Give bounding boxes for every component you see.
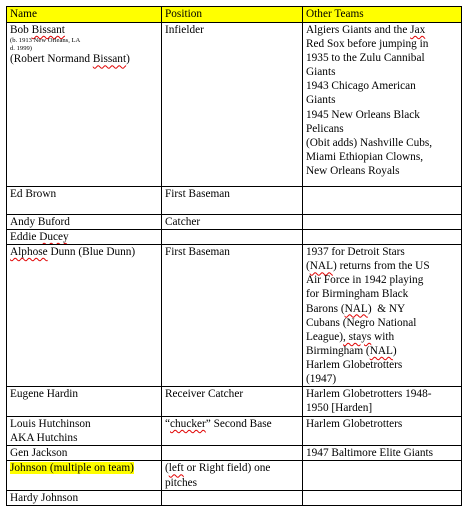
position-text: left	[168, 462, 184, 475]
header-position: Position	[162, 7, 303, 23]
other-teams-cell	[303, 230, 462, 245]
team-line: Harlem Globetrotters 1948-	[306, 388, 432, 401]
other-teams-cell	[303, 461, 462, 490]
table-row	[7, 446, 462, 461]
table-row	[7, 417, 462, 446]
team-line: 1937 for Detroit Stars	[306, 246, 405, 259]
team-line: League), stays with	[306, 330, 395, 343]
name-text: Bissant	[31, 24, 65, 36]
table-row	[7, 461, 462, 490]
other-teams-cell	[303, 23, 462, 187]
position-line	[165, 461, 299, 475]
roster-table	[6, 6, 462, 506]
name-text: Bob	[10, 24, 32, 36]
team-line: Harlem Globetrotters	[306, 358, 403, 371]
other-teams-cell: Harlem Globetrotters	[303, 417, 462, 446]
player-name-cell: Gen Jackson	[7, 446, 162, 461]
team-line: New Orleans Royals	[306, 164, 400, 177]
position-cell	[162, 490, 303, 505]
team-line: Miami Ethiopian Clowns,	[306, 150, 424, 163]
header-other-teams: Other Teams	[303, 7, 462, 23]
position-cell: Infielder	[162, 23, 303, 187]
name-text: Alphose	[10, 246, 48, 259]
player-name-cell: Eugene Hardin	[7, 387, 162, 417]
position-text: (	[165, 462, 169, 475]
player-name-cell	[7, 230, 162, 245]
birth-note: (b. 1913 New Orleans, LA	[10, 37, 81, 45]
name-text: Eddie	[10, 231, 40, 244]
team-line: Giants	[306, 66, 336, 79]
team-line: Barons (NAL) & NY	[306, 302, 406, 315]
name-text: Bissant	[92, 53, 127, 66]
team-line: (1947)	[306, 373, 337, 386]
other-teams-cell: 1947 Baltimore Elite Giants	[303, 446, 462, 461]
position-cell: First Baseman	[162, 187, 303, 215]
position-cell	[162, 446, 303, 461]
table-row	[7, 215, 462, 230]
position-line: pitches	[165, 476, 197, 489]
team-line: Cubans (Negro National	[306, 316, 417, 329]
table-row	[7, 387, 462, 417]
position-text: chucker	[170, 418, 206, 431]
highlighted-name: Johnson (multiple on team)	[10, 462, 134, 475]
team-line: (NAL) returns from the US	[306, 260, 430, 273]
team-line: Pelicans	[306, 122, 344, 135]
team-line: 1935 to the Zulu Cannibal	[306, 52, 425, 65]
other-teams-cell	[303, 215, 462, 230]
other-teams-cell	[303, 490, 462, 505]
position-text: or Right field) one	[183, 462, 271, 475]
team-line: Algiers Giants and the Jax	[306, 24, 426, 36]
other-teams-cell	[303, 387, 462, 417]
position-cell: Receiver Catcher	[162, 387, 303, 417]
position-text: ” Second Base	[205, 418, 272, 431]
name-text: Dunn (Blue Dunn)	[47, 246, 136, 259]
header-row	[7, 7, 462, 23]
player-name-cell: Hardy Johnson	[7, 490, 162, 505]
table-row	[7, 490, 462, 505]
position-text: “	[165, 418, 171, 431]
full-name	[10, 52, 158, 66]
player-name	[10, 23, 158, 37]
name-text: Ducey	[39, 231, 69, 244]
player-name-cell	[7, 245, 162, 387]
player-name-cell: Ed Brown	[7, 187, 162, 215]
header-name: Name	[7, 7, 162, 23]
player-name-cell	[7, 23, 162, 187]
team-line: Air Force in 1942 playing	[306, 274, 424, 287]
player-name-cell	[7, 417, 162, 446]
other-teams-cell	[303, 245, 462, 387]
death-note: d. 1999)	[10, 44, 32, 52]
team-line: 1943 Chicago American	[306, 80, 416, 93]
position-cell: Catcher	[162, 215, 303, 230]
team-line: 1950 [Harden]	[306, 402, 373, 415]
team-line: Red Sox before jumping in	[306, 38, 429, 51]
position-cell: First Baseman	[162, 245, 303, 387]
team-line: for Birmingham Black	[306, 288, 409, 301]
player-name-cell	[7, 461, 162, 490]
team-line: Birmingham (NAL)	[306, 344, 397, 357]
position-cell	[162, 230, 303, 245]
table-row	[7, 245, 462, 387]
position-cell	[162, 417, 303, 446]
name-text: (Robert Normand	[10, 53, 93, 66]
table-row	[7, 23, 462, 187]
player-name-cell: Andy Buford	[7, 215, 162, 230]
other-teams-cell	[303, 187, 462, 215]
position-cell	[162, 461, 303, 490]
team-line: 1945 New Orleans Black	[306, 108, 420, 121]
team-line: (Obit adds) Nashville Cubs,	[306, 136, 433, 149]
table-row	[7, 187, 462, 215]
name-line: Louis Hutchinson	[10, 418, 91, 431]
name-text: )	[126, 53, 130, 66]
team-line: Giants	[306, 94, 336, 107]
table-row	[7, 230, 462, 245]
name-line: AKA Hutchins	[10, 432, 78, 445]
